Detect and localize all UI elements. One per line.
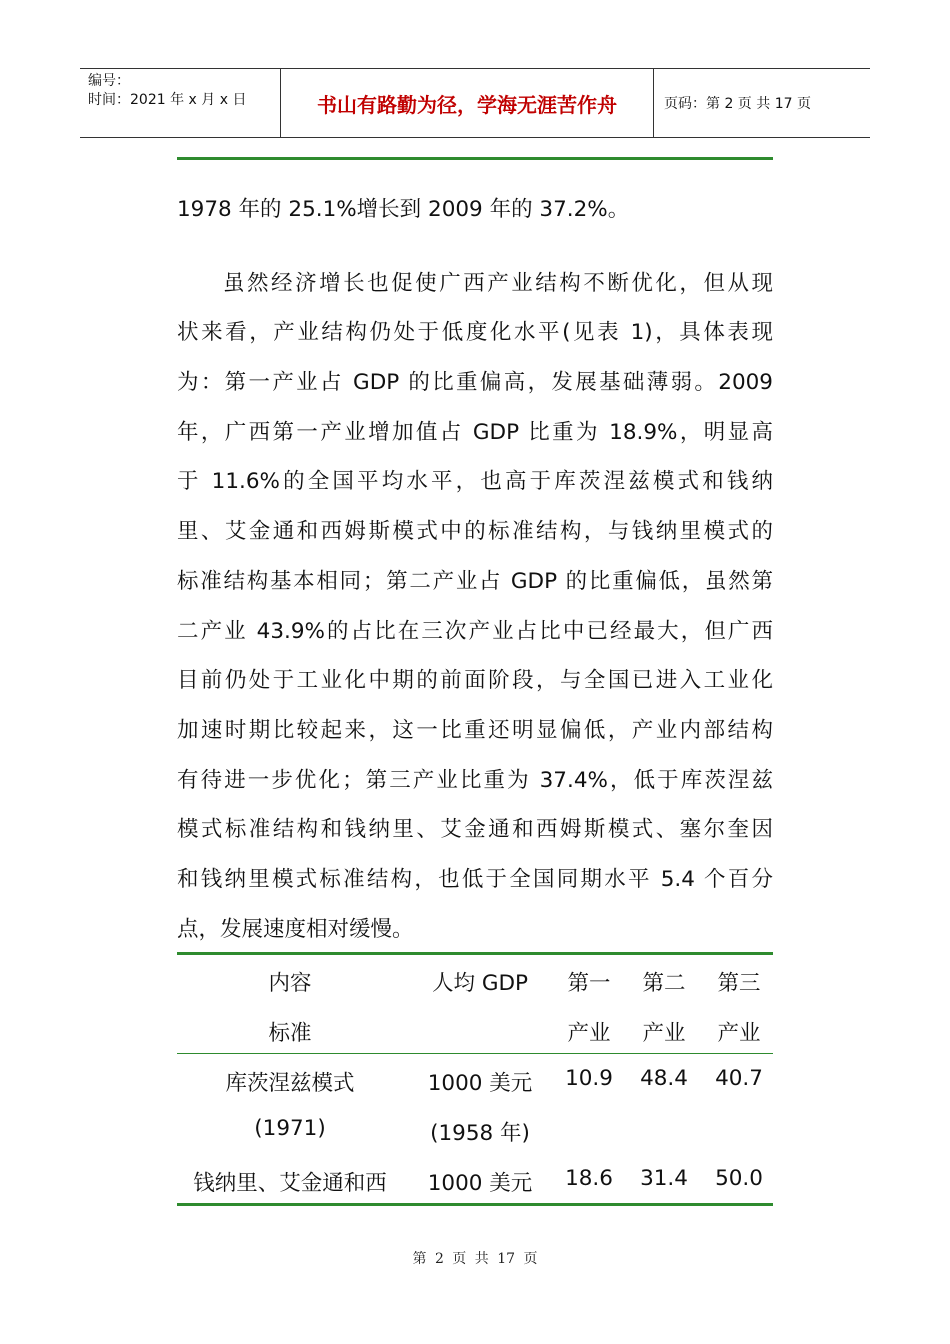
row-standard-year: (1971) (254, 1116, 326, 1141)
row-tertiary-share: 40.7 (715, 1066, 763, 1091)
header-meta-cell (80, 69, 281, 137)
header-motto: 书山有路勤为径，学海无涯苦作舟 (281, 69, 654, 137)
paragraph-line: 里、艾金通和西姆斯模式中的标准结构，与钱纳里模式的 (177, 519, 773, 545)
page-header (80, 68, 870, 138)
top-divider (177, 157, 773, 160)
header-page-number: 页码：第 2 页 共 17 页 (664, 96, 811, 112)
table-top-rule (177, 952, 773, 955)
table-header-primary-2: 产业 (567, 1021, 611, 1046)
table-header-primary: 第一 (567, 971, 611, 996)
table-header-rule (177, 1053, 773, 1054)
table-header-content: 内容 (268, 971, 312, 996)
paragraph-line: 二产业 43.9%的占比在三次产业占比中已经最大，但广西 (177, 618, 773, 644)
table-header-tertiary-2: 产业 (717, 1021, 761, 1046)
row-tertiary-share: 50.0 (715, 1166, 763, 1191)
document-number-label: 编号： (88, 73, 130, 89)
paragraph-line: 年，广西第一产业增加值占 GDP 比重为 18.9%，明显高 (177, 419, 773, 445)
table-bottom-rule (177, 1203, 773, 1206)
paragraph-line: 目前仍处于工业化中期的前面阶段，与全国已进入工业化 (177, 668, 773, 694)
row-gdp: 1000 美元 (427, 1171, 533, 1196)
paragraph-line: 有待进一步优化；第三产业比重为 37.4%，低于库茨涅兹 (177, 767, 773, 793)
paragraph-line: 模式标准结构和钱纳里、艾金通和西姆斯模式、塞尔奎因 (177, 817, 773, 843)
row-gdp: 1000 美元 (427, 1071, 533, 1096)
paragraph-line: 点，发展速度相对缓慢。 (177, 916, 414, 942)
table-header-standard: 标准 (268, 1021, 312, 1046)
paragraph-line: 状来看，产业结构仍处于低度化水平(见表 1)，具体表现 (177, 320, 773, 346)
row-secondary-share: 48.4 (640, 1066, 688, 1091)
table-header-tertiary: 第三 (717, 971, 761, 996)
table-header-secondary: 第二 (642, 971, 686, 996)
row-standard-name: 库茨涅兹模式 (225, 1071, 355, 1096)
row-gdp-year: (1958 年) (430, 1121, 530, 1146)
paragraph-line: 于 11.6%的全国平均水平，也高于库茨涅兹模式和钱纳 (177, 469, 773, 495)
body-text (177, 185, 773, 954)
row-standard-name: 钱纳里、艾金通和西 (193, 1171, 387, 1196)
row-primary-share: 10.9 (565, 1066, 613, 1091)
paragraph-line: 1978 年的 25.1%增长到 2009 年的 37.2%。 (177, 197, 630, 222)
row-primary-share: 18.6 (565, 1166, 613, 1191)
document-date-label: 时间：2021 年 x 月 x 日 (88, 92, 247, 108)
paragraph-line: 和钱纳里模式标准结构，也低于全国同期水平 5.4 个百分 (177, 866, 773, 892)
table-header-secondary-2: 产业 (642, 1021, 686, 1046)
table-header-gdp: 人均 GDP (431, 971, 528, 996)
paragraph-line: 虽然经济增长也促使广西产业结构不断优化，但从现 (223, 270, 773, 296)
paragraph-line: 加速时期比较起来，这一比重还明显偏低，产业内部结构 (177, 717, 773, 743)
row-secondary-share: 31.4 (640, 1166, 688, 1191)
paragraph-line: 为：第一产业占 GDP 的比重偏高，发展基础薄弱。2009 (177, 370, 773, 396)
page-footer: 第 2 页 共 17 页 (412, 1251, 538, 1267)
paragraph-line: 标准结构基本相同；第二产业占 GDP 的比重偏低，虽然第 (177, 568, 773, 594)
